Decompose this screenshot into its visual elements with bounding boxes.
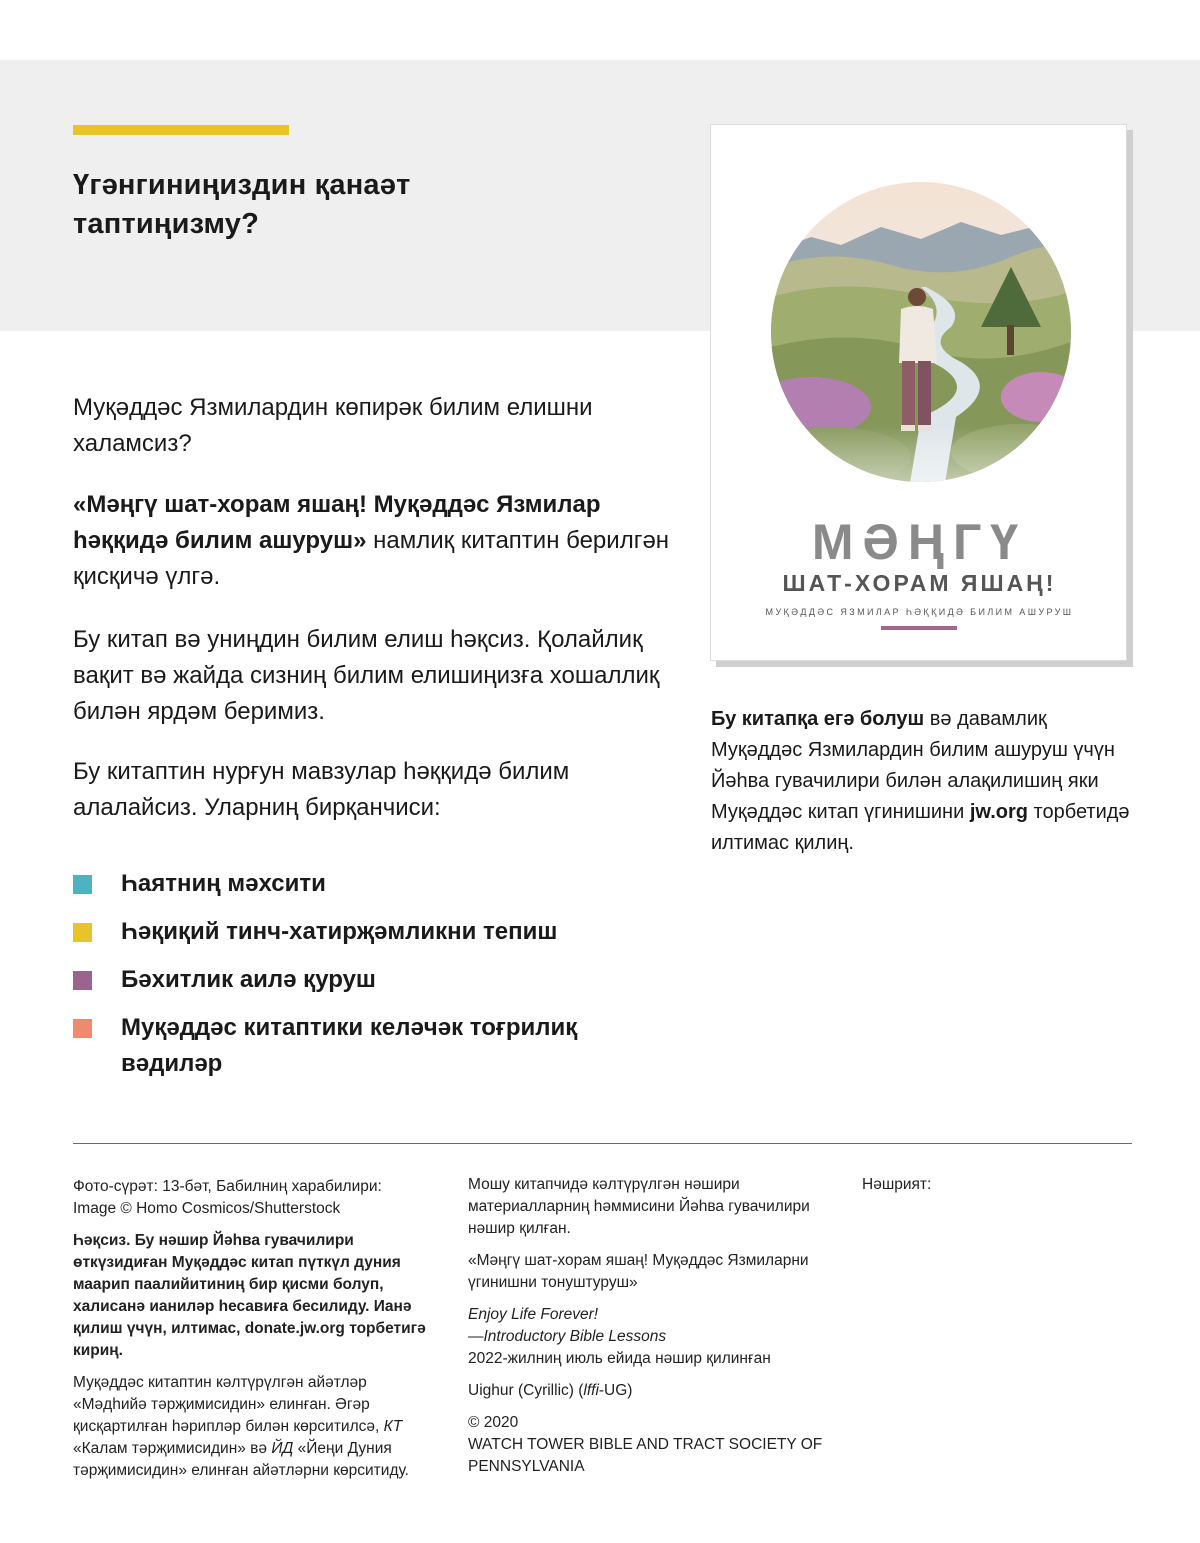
bible-note [73, 1372, 428, 1482]
square-bullet-icon [73, 971, 92, 990]
topic-label: Бәхитлик аилә қуруш [121, 966, 376, 993]
topic-list [73, 866, 673, 1094]
book-paragraph [73, 487, 673, 595]
book-paragraph-rest: намлиқ китаптин берилгән қисқичә үлгә. [73, 527, 670, 590]
publisher-note: Мошу китапчидә кәлтүрүлгән нәшири материалларниң һәммисини Йәһва гувачилири нәшир қилған. [468, 1176, 810, 1237]
english-title-2: —Introductory Bible Lessons [468, 1328, 667, 1345]
cover-title: МӘҢГҮ [811, 514, 1028, 570]
bible-abbrev-kt: КТ [383, 1418, 403, 1435]
footer-column-2 [468, 1174, 838, 1488]
square-bullet-icon [73, 923, 92, 942]
cover-accent-line [881, 626, 957, 630]
title-line-1: Үгәнгиниңиздин қанаәт [73, 169, 411, 201]
request-bold-lead: Бу китапқа егә болуш [711, 708, 925, 730]
footer-column-3 [862, 1174, 1062, 1206]
donation-text: Һәқсиз. Бу нәшир Йәһва гувачилири өткүзидиған Муқәддәс китап пүткүл дуния маарип паалийитиниң бир қисми болуп, халисанә ианиләр һесавиға бесилиду. Ианә қилиш үчүн, илтимас, donate.jw.org торбетигә кириң. [73, 1232, 426, 1359]
language-code-italic: lffi [583, 1382, 599, 1399]
bible-abbrev-yd: ЙД [271, 1440, 294, 1457]
publisher-label: Нәшрият: [862, 1176, 932, 1193]
topic-label: Һәқиқий тинч-хатирҗәмликни тепиш [121, 918, 558, 945]
topic-label: Һаятниң мәхсити [121, 870, 326, 897]
topics-intro-paragraph: Бу китаптин нурғун мавзулар һәққидә билим алалайсиз. Уларниң бирқанчиси: [73, 758, 570, 821]
book-title-bold: «Мәңгү шат-хорам яшаң! Муқәддәс Язмилар һәққидә билим ашуруш» [73, 491, 601, 554]
bible-note-text-2: «Калам тәрҗимисидин» вә [73, 1440, 272, 1457]
intro-paragraph: Муқәддәс Язмилардин көпирәк билим елишни халамсиз? [73, 394, 593, 457]
jw-org-link[interactable]: jw.org [969, 801, 1028, 823]
footer-column-1 [73, 1176, 428, 1492]
free-paragraph: Бу китап вә униңдин билим елиш һәқсиз. Қолайлиқ вақит вә жайда сизниң билим елишиңизға хошаллиқ билән ярдәм беримиз. [73, 626, 660, 725]
accent-bar [73, 125, 289, 135]
language-name: Uighur (Cyrillic) ( [468, 1382, 584, 1399]
copyright-year: © 2020 [468, 1414, 519, 1431]
bible-note-text-3: «Йеңи Дуния тәрҗимисидин» елинған айәтләрни көрситиду. [73, 1440, 409, 1479]
request-text-end: торбетидә илтимас қилиң. [711, 801, 1130, 854]
english-title-1: Enjoy Life Forever! [468, 1306, 599, 1323]
square-bullet-icon [73, 875, 92, 894]
language-code-end: -UG) [598, 1382, 633, 1399]
book-cover [710, 124, 1127, 661]
footer-divider [73, 1143, 1132, 1144]
photo-credit: Фото-сүрәт: 13-бәт, Бабилниң харабилири: Image © Homo Cosmicos/Shutterstock [73, 1178, 382, 1217]
society-name-2: PENNSYLVANIA [468, 1458, 585, 1475]
cover-illustration [771, 177, 1071, 537]
request-paragraph [711, 704, 1131, 859]
page-title [73, 166, 633, 244]
title-line-2: таптиңизму? [73, 208, 260, 240]
society-name-1: WATCH TOWER BIBLE AND TRACT SOCIETY OF [468, 1436, 823, 1453]
publication-date: 2022-жилниң июль ейида нәшир қилинған [468, 1350, 771, 1367]
list-item [73, 962, 673, 998]
request-text: вә давамлиқ Муқәддәс Язмилардин билим ашуруш үчүн Йәһва гувачилири билән алақилишиң яки Муқәддәс китап үгинишини [711, 708, 1115, 823]
bible-note-text: Муқәддәс китаптин кәлтүрүлгән айәтләр «Мәдһийә тәрҗимисидин» елинған. Әгәр қисқартилған һәрипләр билән көрситилсә, [73, 1374, 384, 1435]
topic-label: Муқәддәс китаптики келәчәк тоғрилиқ вәдиләр [121, 1014, 578, 1077]
book-full-title: «Мәңгү шат-хорам яшаң! Муқәддәс Язмиларни үгинишни тонуштуруш» [468, 1252, 809, 1291]
list-item [73, 1010, 673, 1082]
list-item [73, 866, 673, 902]
list-item [73, 914, 673, 950]
square-bullet-icon [73, 1019, 92, 1038]
language-code [468, 1380, 838, 1402]
donation-notice [73, 1230, 428, 1362]
cover-subtitle: МУҚӘДДӘС ЯЗМИЛАР ҺӘҚҚИДӘ БИЛИМ АШУРУШ [765, 607, 1074, 617]
cover-title-2: ШАТ-ХОРАМ ЯШАҢ! [782, 570, 1057, 596]
